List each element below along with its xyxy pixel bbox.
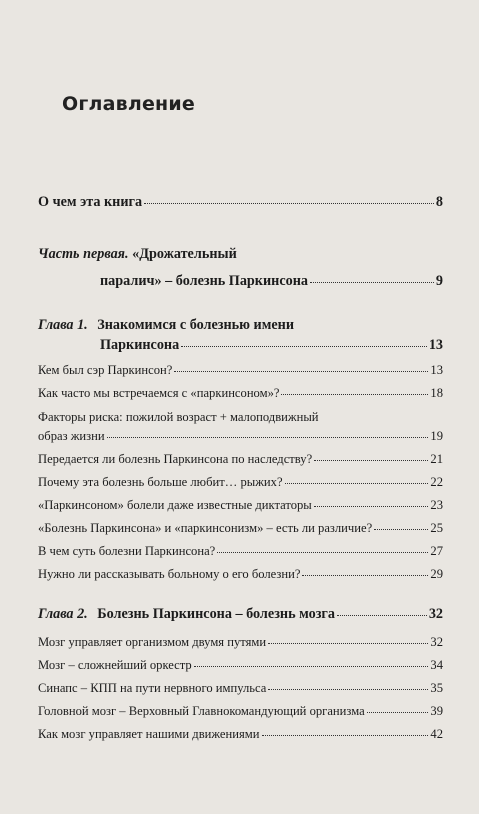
toc-entry[interactable] — [38, 634, 443, 650]
toc-entry[interactable] — [38, 543, 443, 559]
leader-dots — [314, 460, 428, 461]
toc-entry[interactable] — [38, 451, 443, 467]
leader-dots — [144, 203, 434, 204]
toc-entry-page: 13 — [430, 363, 443, 377]
toc-entry-page: 27 — [430, 544, 443, 558]
toc-entry-page: 29 — [430, 567, 443, 581]
part1-label: Часть первая. — [38, 246, 129, 262]
toc-entry[interactable] — [38, 362, 443, 378]
toc-entry[interactable] — [38, 703, 443, 719]
toc-entry[interactable] — [38, 385, 443, 401]
leader-dots — [181, 346, 427, 347]
leader-dots — [262, 735, 429, 736]
toc-entry-page: 8 — [435, 194, 443, 210]
toc-entry-page: 35 — [430, 681, 443, 695]
toc-entry[interactable] — [38, 680, 443, 696]
leader-dots — [107, 437, 429, 438]
toc-entry-text: В чем суть болезни Паркинсона? — [38, 544, 216, 558]
toc-entry-text: Головной мозг – Верховный Главнокомандующий организма — [38, 704, 365, 718]
chapter1-heading-line1 — [38, 316, 294, 334]
toc-entry-page: 21 — [430, 452, 443, 466]
chapter2-heading — [38, 605, 335, 623]
toc-entry-part1[interactable] — [100, 272, 443, 290]
part1-heading-line1 — [38, 245, 237, 263]
leader-dots — [268, 643, 428, 644]
toc-entry[interactable] — [38, 520, 443, 536]
toc-entry-text: Передается ли болезнь Паркинсона по наследству? — [38, 452, 313, 466]
toc-entry-text: Нужно ли рассказывать больному о его болезни? — [38, 567, 301, 581]
toc-entry-page: 39 — [430, 704, 443, 718]
leader-dots — [281, 394, 428, 395]
toc-entry-page: 19 — [430, 429, 443, 443]
toc-entry-page: 13 — [428, 337, 443, 353]
leader-dots — [337, 615, 427, 616]
toc-entry-page: 18 — [430, 386, 443, 400]
leader-dots — [302, 575, 428, 576]
toc-entry-text: «Паркинсоном» болели даже известные диктаторы — [38, 498, 312, 512]
page-title: Оглавление — [62, 93, 195, 115]
toc-entry[interactable] — [38, 726, 443, 742]
leader-dots — [217, 552, 428, 553]
chapter1-title-line1: Знакомимся с болезнью имени — [97, 317, 295, 333]
toc-entry-text: Мозг – сложнейший оркестр — [38, 658, 192, 672]
toc-entry-intro[interactable] — [38, 193, 443, 211]
toc-entry[interactable] — [38, 657, 443, 673]
toc-entry-page: 32 — [430, 635, 443, 649]
toc-entry-risk[interactable] — [38, 428, 443, 444]
part1-title-line2: паралич» – болезнь Паркинсона — [100, 273, 308, 289]
chapter1-label: Глава 1. — [38, 317, 88, 333]
toc-entry-page: 23 — [430, 498, 443, 512]
chapter2-title: Болезнь Паркинсона – болезнь мозга — [97, 606, 335, 622]
chapter1-title-line2: Паркинсона — [100, 337, 180, 353]
part1-title-line1: «Дрожательный — [132, 246, 237, 262]
toc-entry-page: 9 — [435, 273, 443, 289]
chapter2-label: Глава 2. — [38, 606, 88, 622]
toc-entry[interactable] — [38, 566, 443, 582]
toc-entry-page: 34 — [430, 658, 443, 672]
toc-entry[interactable] — [38, 497, 443, 513]
toc-entry-text: Мозг управляет организмом двумя путями — [38, 635, 267, 649]
toc-entry-page: 42 — [430, 727, 443, 741]
toc-entry-page: 32 — [428, 606, 443, 622]
toc-entry-chapter2[interactable] — [38, 605, 443, 623]
toc-entry-text: Синапс – КПП на пути нервного импульса — [38, 681, 267, 695]
leader-dots — [367, 712, 429, 713]
leader-dots — [314, 506, 429, 507]
toc-entry-chapter1[interactable] — [100, 336, 443, 354]
leader-dots — [310, 282, 434, 283]
toc-entry-text: Кем был сэр Паркинсон? — [38, 363, 173, 377]
toc-entry-page: 25 — [430, 521, 443, 535]
toc-entry[interactable] — [38, 474, 443, 490]
toc-entry-text: образ жизни — [38, 429, 105, 443]
toc-entry-page: 22 — [430, 475, 443, 489]
toc-entry-text: Почему эта болезнь больше любит… рыжих? — [38, 475, 283, 489]
leader-dots — [174, 371, 428, 372]
leader-dots — [374, 529, 428, 530]
toc-entry-risk-line1: Факторы риска: пожилой возраст + малоподвижный — [38, 410, 319, 424]
leader-dots — [268, 689, 428, 690]
leader-dots — [285, 483, 429, 484]
leader-dots — [194, 666, 429, 667]
toc-entry-text: О чем эта книга — [38, 194, 143, 210]
toc-entry-text: Как мозг управляет нашими движениями — [38, 727, 260, 741]
toc-entry-text: «Болезнь Паркинсона» и «паркинсонизм» – есть ли различие? — [38, 521, 373, 535]
toc-entry-text: Как часто мы встречаемся с «паркинсоном»? — [38, 386, 280, 400]
